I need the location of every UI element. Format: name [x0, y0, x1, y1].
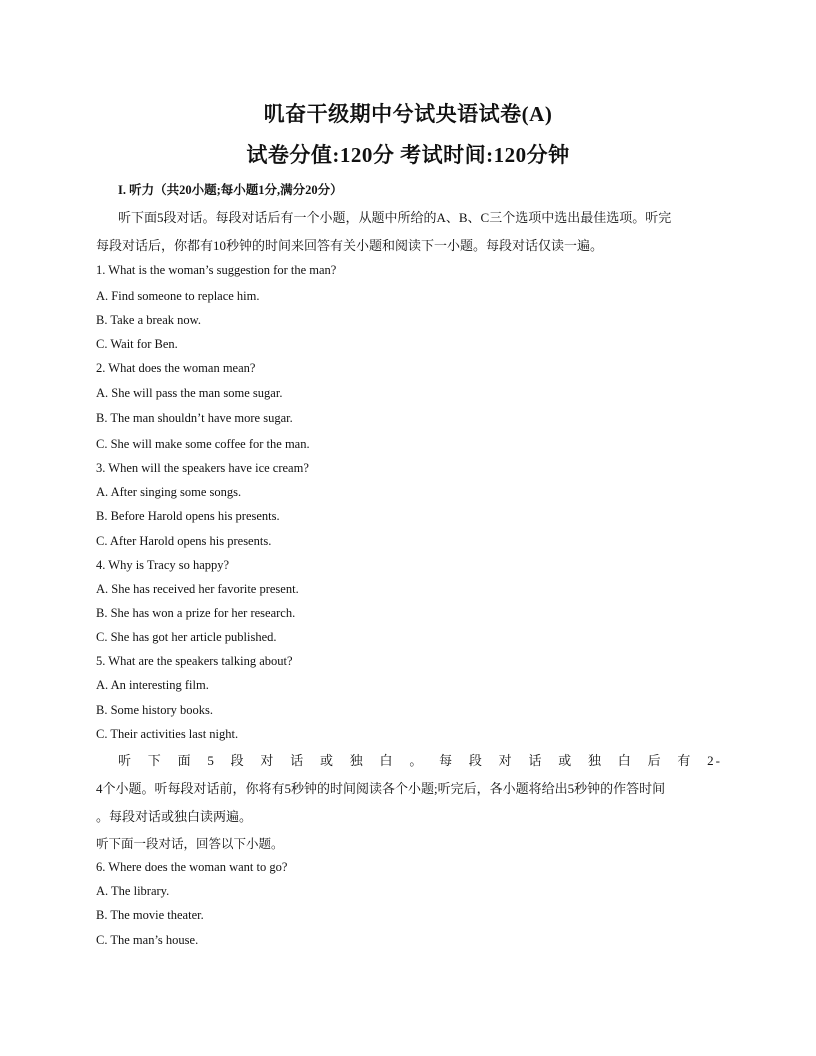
- question-stem: 6. Where does the woman want to go?: [96, 860, 288, 874]
- option-b: B. The movie theater.: [96, 908, 204, 922]
- option-a: A. The library.: [96, 884, 170, 898]
- exam-subtitle: 试卷分值:120分 考试时间:120分钟: [246, 143, 570, 167]
- option-c: C. After Harold opens his presents.: [96, 534, 272, 548]
- part2-intro-line-2: 4个小题。听每段对话前，你将有5秒钟的时间阅读各个小题;听完后，各小题将给出5秒钟的作答时间: [96, 781, 666, 796]
- exam-title: 叽奋干级期中兮试央语试卷(A): [263, 102, 553, 126]
- option-b: B. Some history books.: [96, 703, 214, 717]
- intro-line-1: 听下面5段对话。每段对话后有一个小题，从题中所给的A、B、C三个选项中选出最佳选项。听完: [118, 210, 672, 225]
- option-b: B. Take a break now.: [96, 313, 201, 327]
- option-b: B. The man shouldn’t have more sugar.: [96, 411, 293, 425]
- option-c: C. Wait for Ben.: [96, 337, 178, 351]
- question-stem: 5. What are the speakers talking about?: [96, 654, 293, 668]
- intro-line-2: 每段对话后，你都有10秒钟的时间来回答有关小题和阅读下一小题。每段对话仅读一遍。: [96, 238, 604, 253]
- question-stem: 4. Why is Tracy so happy?: [96, 558, 230, 572]
- option-a: A. She will pass the man some sugar.: [96, 386, 283, 400]
- option-c: C. Their activities last night.: [96, 727, 239, 741]
- option-c: C. She has got her article published.: [96, 630, 277, 644]
- part2-intro-line-3: 。每段对话或独白读两遍。: [96, 809, 253, 824]
- question-stem: 2. What does the woman mean?: [96, 361, 256, 375]
- option-b: B. She has won a prize for her research.: [96, 606, 296, 620]
- option-c: C. The man’s house.: [96, 933, 199, 947]
- dialogue-intro: 听下面一段对话，回答以下小题。: [96, 837, 284, 851]
- section-heading: I. 听力（共20小题;每小题1分,满分20分）: [118, 183, 343, 197]
- question-stem: 1. What is the woman’s suggestion for the man?: [96, 263, 337, 277]
- option-a: A. Find someone to replace him.: [96, 289, 260, 303]
- part2-intro-line-1: 听下面5段对话或独白。每段对话或独白后有2-: [118, 753, 722, 768]
- option-c: C. She will make some coffee for the man.: [96, 437, 310, 451]
- option-a: A. She has received her favorite present.: [96, 582, 299, 596]
- question-stem: 3. When will the speakers have ice cream?: [96, 461, 309, 475]
- option-a: A. After singing some songs.: [96, 485, 242, 499]
- option-b: B. Before Harold opens his presents.: [96, 509, 280, 523]
- option-a: A. An interesting film.: [96, 678, 209, 692]
